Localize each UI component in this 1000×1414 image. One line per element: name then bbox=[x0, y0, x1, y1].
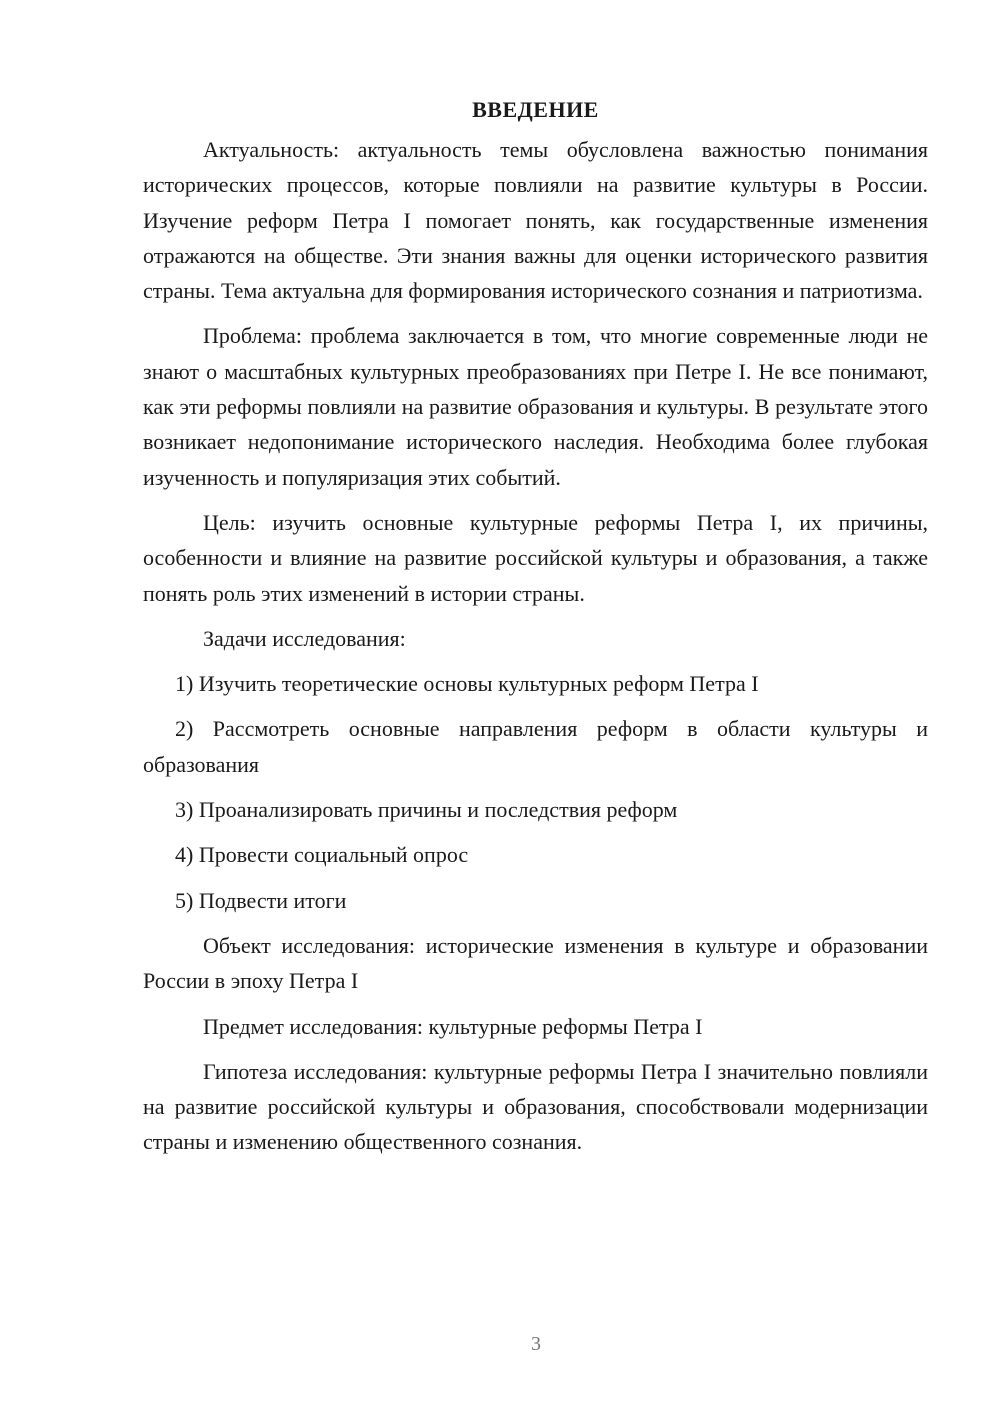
hypothesis-paragraph: Гипотеза исследования: культурные реформы Петра I значительно повлияли на развитие российской культуры и образования, способствовали модернизации страны и изменению общественного сознания. bbox=[143, 1058, 928, 1155]
section-title: ВВЕДЕНИЕ bbox=[472, 97, 599, 122]
task-item-2: 2) Рассмотреть основные направления реформ в области культуры и образования bbox=[143, 716, 928, 777]
task-item-1: 1) Изучить теоретические основы культурных реформ Петра I bbox=[175, 671, 759, 697]
task-item-5: 5) Подвести итоги bbox=[175, 887, 347, 913]
page-content bbox=[143, 92, 928, 1170]
object-paragraph: Объект исследования: исторические изменения в культуре и образовании России в эпоху Петра I bbox=[143, 932, 928, 994]
problem-paragraph: Проблема: проблема заключается в том, что многие современные люди не знают о масштабных культурных преобразованиях при Петре I. Не все понимают, как эти реформы повлияли на развитие образования и культуры. В результате этого возникает недопонимание исторического наследия. Необходима более глубокая изученность и популяризация этих событий. bbox=[143, 323, 928, 490]
page-number: 3 bbox=[531, 1333, 541, 1355]
goal-paragraph: Цель: изучить основные культурные реформы Петра I, их причины, особенности и влияние на развитие российской культуры и образования, а также понять роль этих изменений в истории страны. bbox=[143, 509, 928, 606]
tasks-heading: Задачи исследования: bbox=[203, 625, 406, 651]
task-item-4: 4) Провести социальный опрос bbox=[175, 842, 469, 868]
task-item-3: 3) Проанализировать причины и последствия реформ bbox=[175, 797, 678, 823]
relevance-paragraph: Актуальность: актуальность темы обусловлена важностью понимания исторических процессов, которые повлияли на развитие культуры в России. Изучение реформ Петра I помогает понять, как государственные изменения отражаются на обществе. Эти знания важны для оценки исторического развития страны. Тема актуальна для формирования исторического сознания и патриотизма. bbox=[143, 137, 928, 304]
subject-paragraph: Предмет исследования: культурные реформы Петра I bbox=[203, 1013, 703, 1039]
